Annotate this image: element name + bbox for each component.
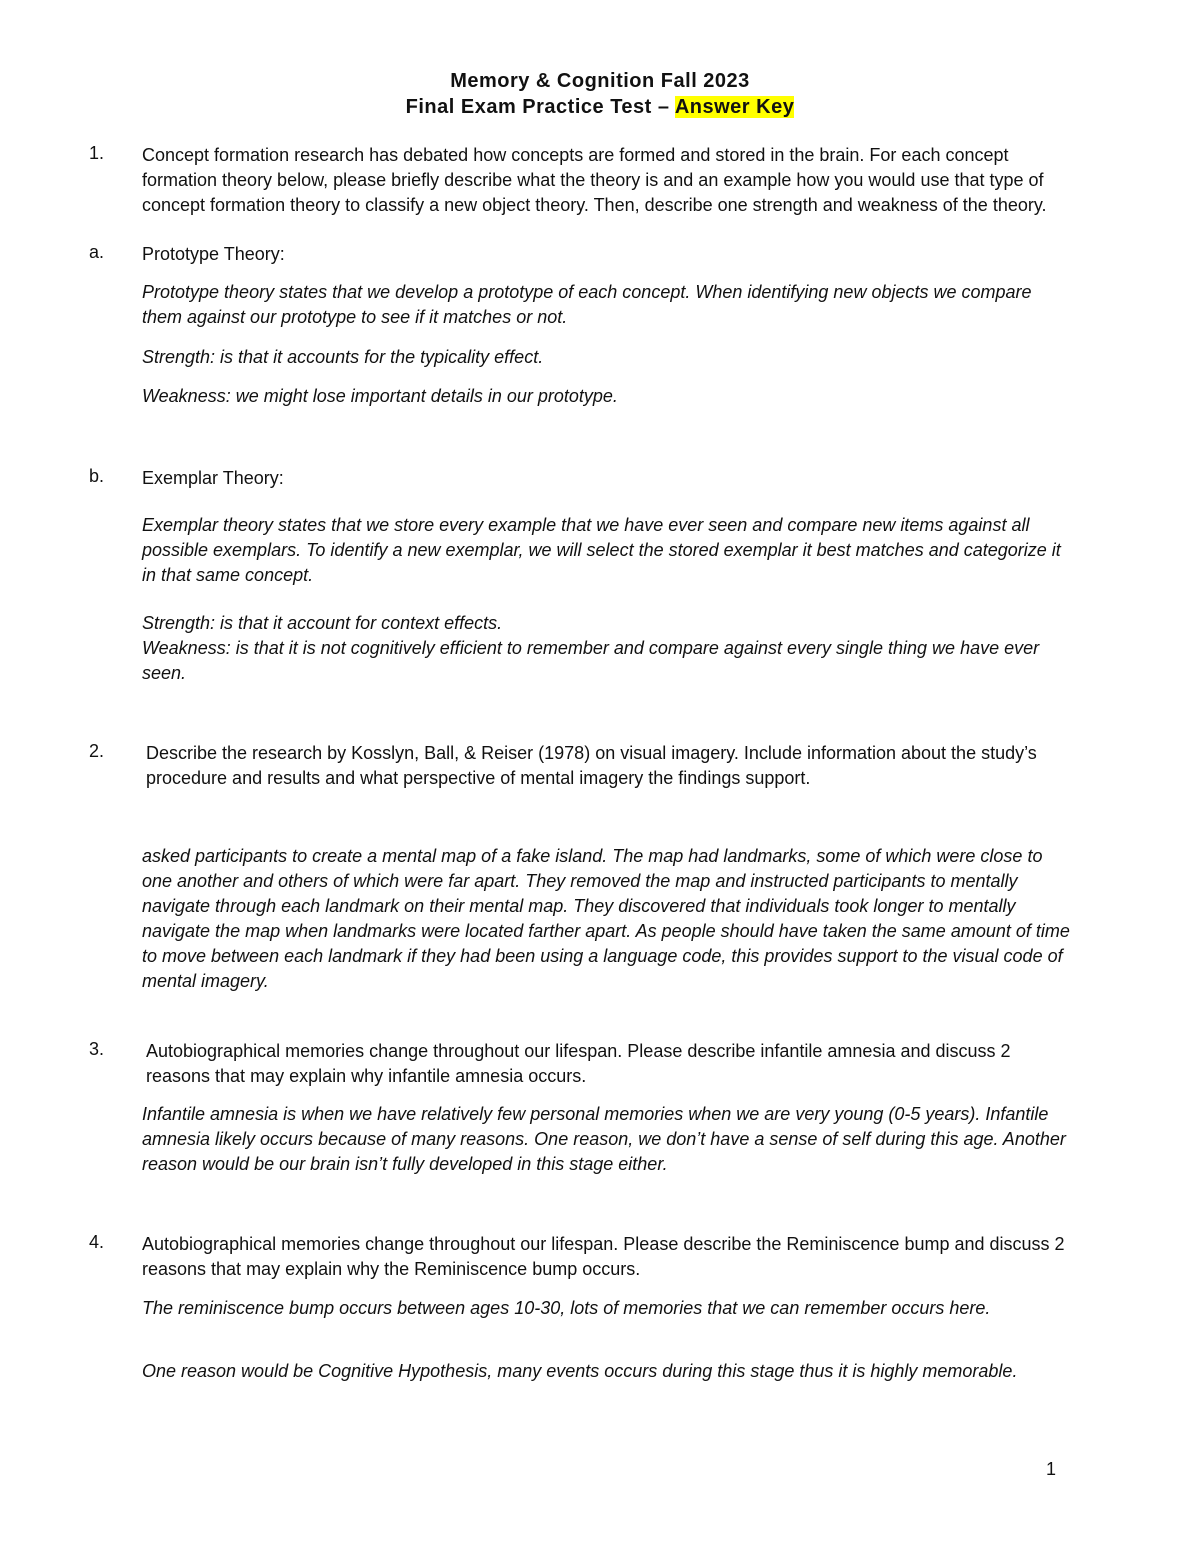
question-1-prompt: Concept formation research has debated how concepts are formed and stored in the brain. For each concept formation theory below, please briefly describe what the theory is and an example how you would use that type of concept formation theory to classify a new object theory. Then, describe one strength and weakness of the theory. [142, 145, 1047, 215]
question-1a-answer: Prototype theory states that we develop a prototype of each concept. When identifying new objects we compare them against our prototype to see if it matches or not. [142, 282, 1032, 327]
question-4-prompt: Autobiographical memories change throughout our lifespan. Please describe the Reminiscence bump and discuss 2 reasons that may explain why the Reminiscence bump occurs. [142, 1234, 1065, 1279]
question-1a-title: Prototype Theory: [142, 244, 285, 264]
question-2-prompt: Describe the research by Kosslyn, Ball, & Reiser (1978) on visual imagery. Include information about the study’s procedure and results and what perspective of mental imagery the findings support. [146, 743, 1037, 788]
question-2-answer: asked participants to create a mental map of a fake island. The map had landmarks, some of which were close to one another and others of which were far apart. They removed the map and instructed participants to mentally navigate through each landmark on their mental map. They discovered that individuals took longer to mentally navigate the map when landmarks were located farther apart. As people should have taken the same amount of time to move between each landmark if they had been using a language code, this provides support to the visual code of mental imagery. [142, 846, 1070, 991]
question-3-answer: Infantile amnesia is when we have relatively few personal memories when we are very young (0-5 years). Infantile amnesia likely occurs because of many reasons. One reason, we don’t have a sense of self during this age. Another reason would be our brain isn’t fully developed in this stage either. [142, 1104, 1066, 1174]
subtitle-text: Final Exam Practice Test – [405, 96, 675, 118]
question-1a-weakness: Weakness: we might lose important details in our prototype. [142, 386, 618, 406]
document-subtitle [0, 96, 1200, 119]
question-4-answer-1: The reminiscence bump occurs between ages 10-30, lots of memories that we can remember occurs here. [142, 1298, 991, 1318]
answer-key-highlight: Answer Key [674, 96, 795, 118]
question-1a-strength: Strength: is that it accounts for the typicality effect. [142, 347, 544, 367]
question-1b-answer: Exemplar theory states that we store every example that we have ever seen and compare new items against all possible exemplars. To identify a new exemplar, we will select the stored exemplar it best matches and categorize it in that same concept. [142, 515, 1061, 585]
question-1a-label: a. [89, 242, 105, 262]
question-1b-weakness: Weakness: is that it is not cognitively efficient to remember and compare against every single thing we have ever seen. [142, 638, 1040, 683]
page-number: 1 [1046, 1459, 1057, 1479]
question-4-number: 4. [89, 1232, 105, 1252]
question-4-answer-2: One reason would be Cognitive Hypothesis, many events occurs during this stage thus it is highly memorable. [142, 1361, 1018, 1381]
question-3-prompt: Autobiographical memories change throughout our lifespan. Please describe infantile amnesia and discuss 2 reasons that may explain why infantile amnesia occurs. [146, 1041, 1011, 1086]
question-3-number: 3. [89, 1039, 105, 1059]
question-1b-strength: Strength: is that it account for context effects. [142, 613, 503, 633]
question-1b-title: Exemplar Theory: [142, 468, 284, 488]
question-1b-label: b. [89, 466, 105, 486]
question-2-number: 2. [89, 741, 105, 761]
document-title: Memory & Cognition Fall 2023 [450, 70, 750, 92]
question-1-number: 1. [89, 143, 105, 163]
